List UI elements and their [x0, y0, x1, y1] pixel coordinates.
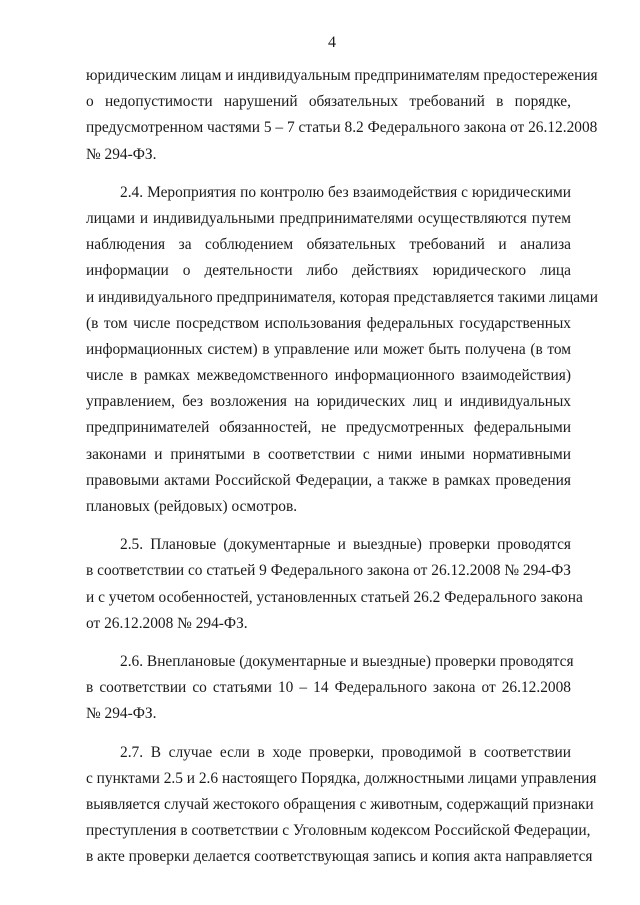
text-line: юридическим лицам и индивидуальным предпринимателям предостережения	[86, 67, 598, 84]
text-line: числе в рамках межведомственного информационного взаимодействия)	[86, 367, 571, 385]
text-line: и с учетом особенностей, установленных статьей 26.2 Федерального закона	[86, 588, 583, 606]
text-line: о недопустимости нарушений обязательных требований в порядке,	[86, 93, 571, 111]
text-line: выявляется случай жестокого обращения с животным, содержащий признаки	[86, 795, 594, 813]
text-line: в соответствии со статьями 10 – 14 Федерального закона от 26.12.2008	[86, 679, 571, 697]
text-line: информации о деятельности либо действиях юридического лица	[86, 262, 571, 280]
text-line: в акте проверки делается соответствующая запись и копия акта направляется	[86, 848, 593, 866]
text-line: (в том числе посредством использования федеральных государственных	[86, 314, 571, 332]
document-body	[86, 63, 599, 870]
text-line: предусмотренном частями 5 – 7 статьи 8.2 Федерального закона от 26.12.2008	[86, 119, 598, 137]
paragraph-2-5	[86, 532, 583, 637]
text-line: в соответствии со статьей 9 Федерального закона от 26.12.2008 № 294-ФЗ	[86, 562, 571, 580]
text-line: 2.6. Внеплановые (документарные и выездные) проверки проводятся	[120, 652, 574, 670]
text-line: информационных систем) в управление или может быть получена (в том	[86, 340, 571, 358]
text-line: с пунктами 2.5 и 2.6 настоящего Порядка, должностными лицами управления	[86, 769, 597, 787]
text-line: лицами и индивидуальными предпринимателями осуществляются путем	[86, 209, 571, 227]
text-line: и индивидуального предпринимателя, которая представляется такими лицами	[86, 288, 599, 306]
text-line: от 26.12.2008 № 294-ФЗ.	[86, 614, 248, 632]
text-line: законами и принятыми в соответствии с ними иными нормативными	[86, 445, 571, 463]
text-line: № 294-ФЗ.	[86, 145, 157, 163]
text-line: № 294-ФЗ.	[86, 705, 157, 723]
page-number: 4	[328, 34, 336, 51]
text-line: предпринимателей обязанностей, не предусмотренных федеральными	[86, 419, 571, 437]
text-line: 2.4. Мероприятия по контролю без взаимодействия с юридическими	[120, 183, 571, 201]
text-line: плановых (рейдовых) осмотров.	[86, 498, 298, 515]
paragraph-2-7	[86, 740, 597, 871]
text-line: управлением, без возложения на юридических лиц и индивидуальных	[86, 393, 571, 411]
paragraph-2-4	[86, 180, 599, 520]
paragraph-continuation	[86, 63, 598, 168]
text-line: наблюдения за соблюдением обязательных требований и анализа	[86, 236, 571, 254]
text-line: 2.5. Плановые (документарные и выездные) проверки проводятся	[120, 536, 571, 554]
text-line: 2.7. В случае если в ходе проверки, проводимой в соответствии	[120, 743, 571, 761]
text-line: преступления в соответствии с Уголовным кодексом Российской Федерации,	[86, 822, 591, 840]
text-line: правовыми актами Российской Федерации, а также в рамках проведения	[86, 471, 571, 489]
paragraph-2-6	[86, 649, 574, 728]
